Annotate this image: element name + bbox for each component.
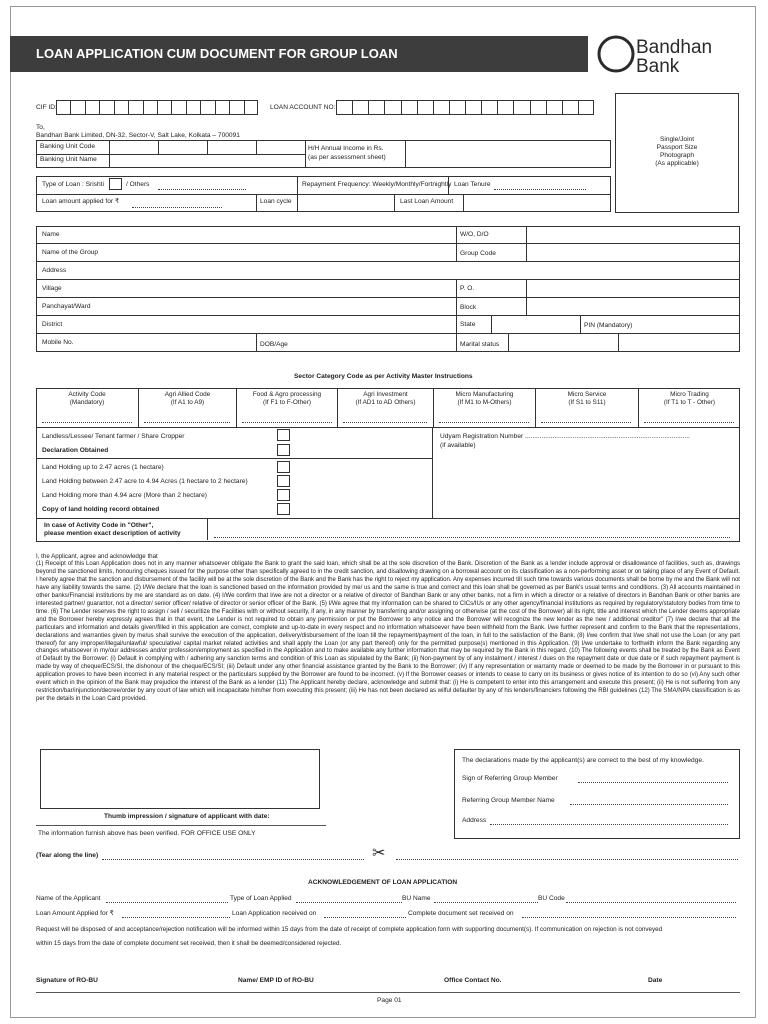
ack-complete-label: Complete document set received on <box>408 910 514 917</box>
thumb-impression-box[interactable] <box>40 749 320 809</box>
ref-address-field[interactable] <box>490 824 728 825</box>
ack-bu-name-field[interactable] <box>434 902 538 903</box>
panchayat-label: Panchayat/Ward <box>42 303 91 310</box>
bank-name: Bandhan Bank <box>636 37 713 77</box>
upto-label: Land Holding up to 2.47 acres (1 hectare) <box>42 464 164 471</box>
repayment-frequency-label: Repayment Frequency: Weekly/Monthly/Fortnightly <box>302 181 452 188</box>
ack-title: ACKNOWLEDGEMENT OF LOAN APPLICATION <box>308 879 458 886</box>
banking-unit-name-field[interactable] <box>109 155 305 168</box>
udyam-label: Udyam Registration Number .......................................................................................... <box>440 433 690 440</box>
village-label: Village <box>42 285 62 292</box>
udyam-note: (if available) <box>440 442 476 449</box>
name-emp-label: Name/ EMP ID of RO-BU <box>238 977 314 984</box>
declaration-label: Declaration Obtained <box>42 447 109 454</box>
scissors-icon: ✂ <box>372 845 386 862</box>
ack-complete-field[interactable] <box>522 917 736 918</box>
others-field[interactable] <box>158 189 246 190</box>
name-label: Name <box>42 231 60 238</box>
more-label: Land Holding more than 4.94 acre (More than 2 hectare) <box>42 492 207 499</box>
po-label: P. O. <box>460 285 475 292</box>
row-address[interactable] <box>36 262 740 280</box>
other-activity-field[interactable] <box>214 537 730 538</box>
sector-col-micro-manufacturing[interactable]: Micro Manufacturing (If M1 to M-Others) <box>433 388 535 428</box>
ack-note-1: Request will be disposed of and acceptance/rejection notification will be informed within 15 days from the date of receipt of complete application form with supporting document(s). If communication on rejection is not conveyed <box>36 926 663 933</box>
other-activity-label-2: please mention exact description of activity <box>44 530 181 537</box>
terms-text: (1) Receipt of this Loan Application does not in any manner whatsoever obligate the Bank to grant the said loan, which shall be at the sole discretion of the Bank. Discretion of the Bank as a lender include approval or disallowance of facilities, such as, drawings beyond the sanctioned limits, honouring cheques issued for the purpose other than specifically agreed to in the credit sanction, and disallowing drawing on a borrowal account on its classification as a non-performing asset or on taking place of any Event of Default. I hereby agree that the sanction and disbursement of the facility will be at the sole discretion of the Bank and the Bank has the right to reject my application. Any expenses incurred till such time towards various documents shall be borne by me and the Bank will not have any liability towards the same. (2) I/We declare that the loan is sanctioned based on the information provided by me/ us and the same is true and correct and this loan shall be governed as per Bank's usual terms and conditions. (3) All accounts maintained in other banks/Financial institutions by me are standard as on date. (4) I/We confirm that I/we are not a director or a relative of director of Bandhan Bank or any other banks, not a firm in which a director or a relative of directors in Bandhan Bank or other banks are interested partner/ guarantor, not a director/ senior officer/ relative of director or senior officer of the Bank. (5) I/We agree that my information can be shared to CICs/IUs or any other agency/financial institutions as required by regulatory/statutory bodies from time to time. (6) The Lender reserves the right to assign / sell / securitize the Facilities with or without security, if any, in any manner by transferring and/or assigning or otherwise (at the cost of the Borrower) all its right, title and interest which the Lender deems appropriate and the Borrower hereby expressly agrees that in that event, the Lender is not required to obtain any permission or put the Borrower to any notice and the Borrower will recognize the new lender as the new / additional creditor" (7) I/we declare that all the particulars and information and details given/filled in this application are correct, complete and up-to-date in every respect and no information whatsoever have been withheld from the Bank. I/we further represent and confirm to the Bank that the representations, declarations and warranties given by me/us shall survive the execution of the application, delivery/disbursement of the loan till the repayment/payment of the loan, in full to the satisfaction of the Bank. (8) I/we confirm that I/we shall not use the Loan (or any part thereof) for any improper/illegal/unlawful/ speculative/ capital market related activities and shall apply the Loan (or any part thereof) only for the permitted purpose(s) mentioned in this Application. (9) I/we undertake to forthwith inform the Bank regarding any changes whatsoever in my/our addresses and/or profession/employment as specified in the Application and to make available any further information that may be required by the Bank in this regard. (10) The following events shall be treated by the Bank as Event of Default by the Borrower: (i) Default in complying with / adhering any sanction terms and condition of this Loan as stipulated by the Bank; (ii) Non-payment by of any instalment / interest / dues on the repayment date or due date or if such repayment payment is made by way of cheque/ECS/SI, the dishonour of the cheque/ECS/SI; (iii) Default under any other financial assistance granted by the Bank to the Borrower; (iv) If any representation or warranty made or deemed to be made by the Borrower in or pursuant to this application proves to have been incorrect in any material respect or the particulars supplied by the Borrower are found to be incorrect. (v) If the Borrower ceases or intends to cease to carry on its business or gives notice of its intention to do so (vi) Any such other event which in the opinion of the Bank may prejudice the interest of the Bank as a lender (11) The Applicant hereby declare, acknowledge and submit that: (i) He is competent to enter into this arrangement and execute this present; (ii) He is not suffering from any restriction/bar/injunction/decree/order by any court of law which will incapacitate him/her from executing this present; (iii) He has not been declared as wilful defaulter by any of his lenders/financiers following the RBI guidelines (12) The SMA/NPA classification is as per the details in the Loan Card provided. <box>36 561 740 703</box>
ack-type-label: Type of Loan Applied <box>230 895 292 902</box>
loan-account-label: LOAN ACCOUNT NO: <box>270 104 336 111</box>
row-name[interactable] <box>36 226 740 244</box>
between-label: Land Holding between 2.47 acre to 4.94 Acres (1 hectare to 2 hectare) <box>42 478 248 485</box>
page-number: Page 01 <box>377 997 402 1004</box>
ref-address-label: Address <box>462 817 487 824</box>
banking-unit-code-boxes[interactable] <box>109 141 305 154</box>
banking-unit-code-label: Banking Unit Code <box>40 143 95 150</box>
upto-checkbox[interactable] <box>277 461 290 473</box>
photo-box[interactable]: Single/Joint Passport Size Photograph (As applicable) <box>615 93 739 213</box>
district-label: District <box>42 321 63 328</box>
type-of-loan-label: Type of Loan : Srishti <box>42 181 104 188</box>
declaration-checkbox[interactable] <box>277 444 290 456</box>
terms-intro: I, the Applicant, agree and acknowledge that <box>36 553 158 560</box>
ack-received-field[interactable] <box>324 917 406 918</box>
to-label: To, <box>36 124 45 131</box>
loan-tenure-label: Loan Tenure <box>454 181 491 188</box>
ref-name-field[interactable] <box>570 804 728 805</box>
sig-robu-label: Signature of RO-BU <box>36 977 98 984</box>
cif-label: CIF ID: <box>36 104 57 111</box>
block-label: Block <box>460 304 477 311</box>
ref-sign-label: Sign of Referring Group Member <box>462 775 558 782</box>
ack-note-2: within 15 days from the date of complete document set received, then it shall be deemed/considered rejected. <box>36 940 342 947</box>
income-field[interactable] <box>405 141 611 168</box>
pin-label: PIN (Mandatory) <box>584 322 633 329</box>
sector-col-agri-allied[interactable]: Agri Allied Code (If A1 to A9) <box>138 388 236 428</box>
row-mobile[interactable] <box>36 334 740 352</box>
loan-amount-label: Loan amount applied for ₹ <box>42 198 120 205</box>
office-contact-label: Office Contact No. <box>444 977 502 984</box>
group-code-label: Group Code <box>460 250 496 257</box>
dob-label: DOB/Age <box>260 341 288 348</box>
ref-sign-field[interactable] <box>578 782 728 783</box>
ack-applicant-label: Name of the Applicant <box>36 895 101 902</box>
row-village[interactable] <box>36 280 740 298</box>
form-title: LOAN APPLICATION CUM DOCUMENT FOR GROUP LOAN <box>10 36 588 72</box>
between-checkbox[interactable] <box>277 475 290 487</box>
marital-label: Marital status <box>460 341 500 348</box>
ack-amount-label: Loan Amount Applied for ₹ <box>36 910 114 917</box>
banking-unit-name-label: Banking Unit Name <box>40 156 97 163</box>
more-checkbox[interactable] <box>277 489 290 501</box>
declaration-correct-text: The declarations made by the applicant(s) are correct to the best of my knowledge. <box>462 757 704 764</box>
group-name-label: Name of the Group <box>42 249 99 256</box>
landless-label: Landless/Lessee/ Tenant farmer / Share Cropper <box>42 433 185 440</box>
loan-account-boxes[interactable] <box>336 100 594 115</box>
income-label-1: H/H Annual Income in Rs. <box>308 145 384 152</box>
row-district[interactable] <box>36 316 740 334</box>
income-label-2: (as per assessment sheet) <box>308 154 386 161</box>
cif-boxes[interactable] <box>56 100 258 115</box>
copy-checkbox[interactable] <box>277 503 290 515</box>
bank-logo-icon <box>596 34 636 74</box>
row-panchayat[interactable] <box>36 298 740 316</box>
ack-bu-code-label: BU Code <box>538 895 565 902</box>
verified-text: The information furnish above has been verified. FOR OFFICE USE ONLY <box>38 830 256 837</box>
ack-applicant-field[interactable] <box>106 902 228 903</box>
last-loan-amount-label: Last Loan Amount <box>400 198 454 205</box>
sector-col-micro-service[interactable]: Micro Service (If S1 to S11) <box>535 388 638 428</box>
sector-col-micro-trading[interactable]: Micro Trading (If T1 to T - Other) <box>638 388 740 428</box>
sector-col-activity[interactable]: Activity Code (Mandatory) <box>68 391 106 406</box>
loan-cycle-label: Loan cycle <box>260 198 292 205</box>
loan-amount-field[interactable] <box>132 207 222 208</box>
sector-col-agri-investment[interactable]: Agri Investment (If AD1 to AD Others) <box>337 388 433 428</box>
sector-col-food-agro[interactable]: Food & Agro processing (If F1 to F-Other) <box>236 388 337 428</box>
landless-checkbox[interactable] <box>277 429 290 441</box>
ack-amount-field[interactable] <box>122 917 230 918</box>
thumb-label: Thumb impression / signature of applicant with date: <box>104 813 270 820</box>
ack-bu-name-label: BU Name <box>402 895 431 902</box>
tear-label: (Tear along the line) <box>36 852 99 859</box>
address-label: Address <box>42 267 67 274</box>
ack-bu-code-field[interactable] <box>566 902 736 903</box>
row-group[interactable] <box>36 244 740 262</box>
ref-name-label: Referring Group Member Name <box>462 797 555 804</box>
wdo-label: W/O, D/O <box>460 231 489 238</box>
copy-label: Copy of land holding record obtained <box>42 506 160 513</box>
mobile-label: Mobile No. <box>42 339 74 346</box>
state-label: State <box>460 321 476 328</box>
srishti-checkbox[interactable] <box>109 178 122 190</box>
sector-title: Sector Category Code as per Activity Master Instructions <box>294 373 473 380</box>
other-activity-label-1: In case of Activity Code in "Other", <box>44 522 154 529</box>
loan-tenure-field[interactable] <box>494 189 586 190</box>
others-label: / Others <box>126 181 150 188</box>
ack-type-field[interactable] <box>296 902 402 903</box>
date-label: Date <box>648 977 663 984</box>
bank-address: Bandhan Bank Limited, DN-32, Sector-V, Salt Lake, Kolkata – 700091 <box>36 132 240 139</box>
ack-received-label: Loan Application received on <box>232 910 317 917</box>
